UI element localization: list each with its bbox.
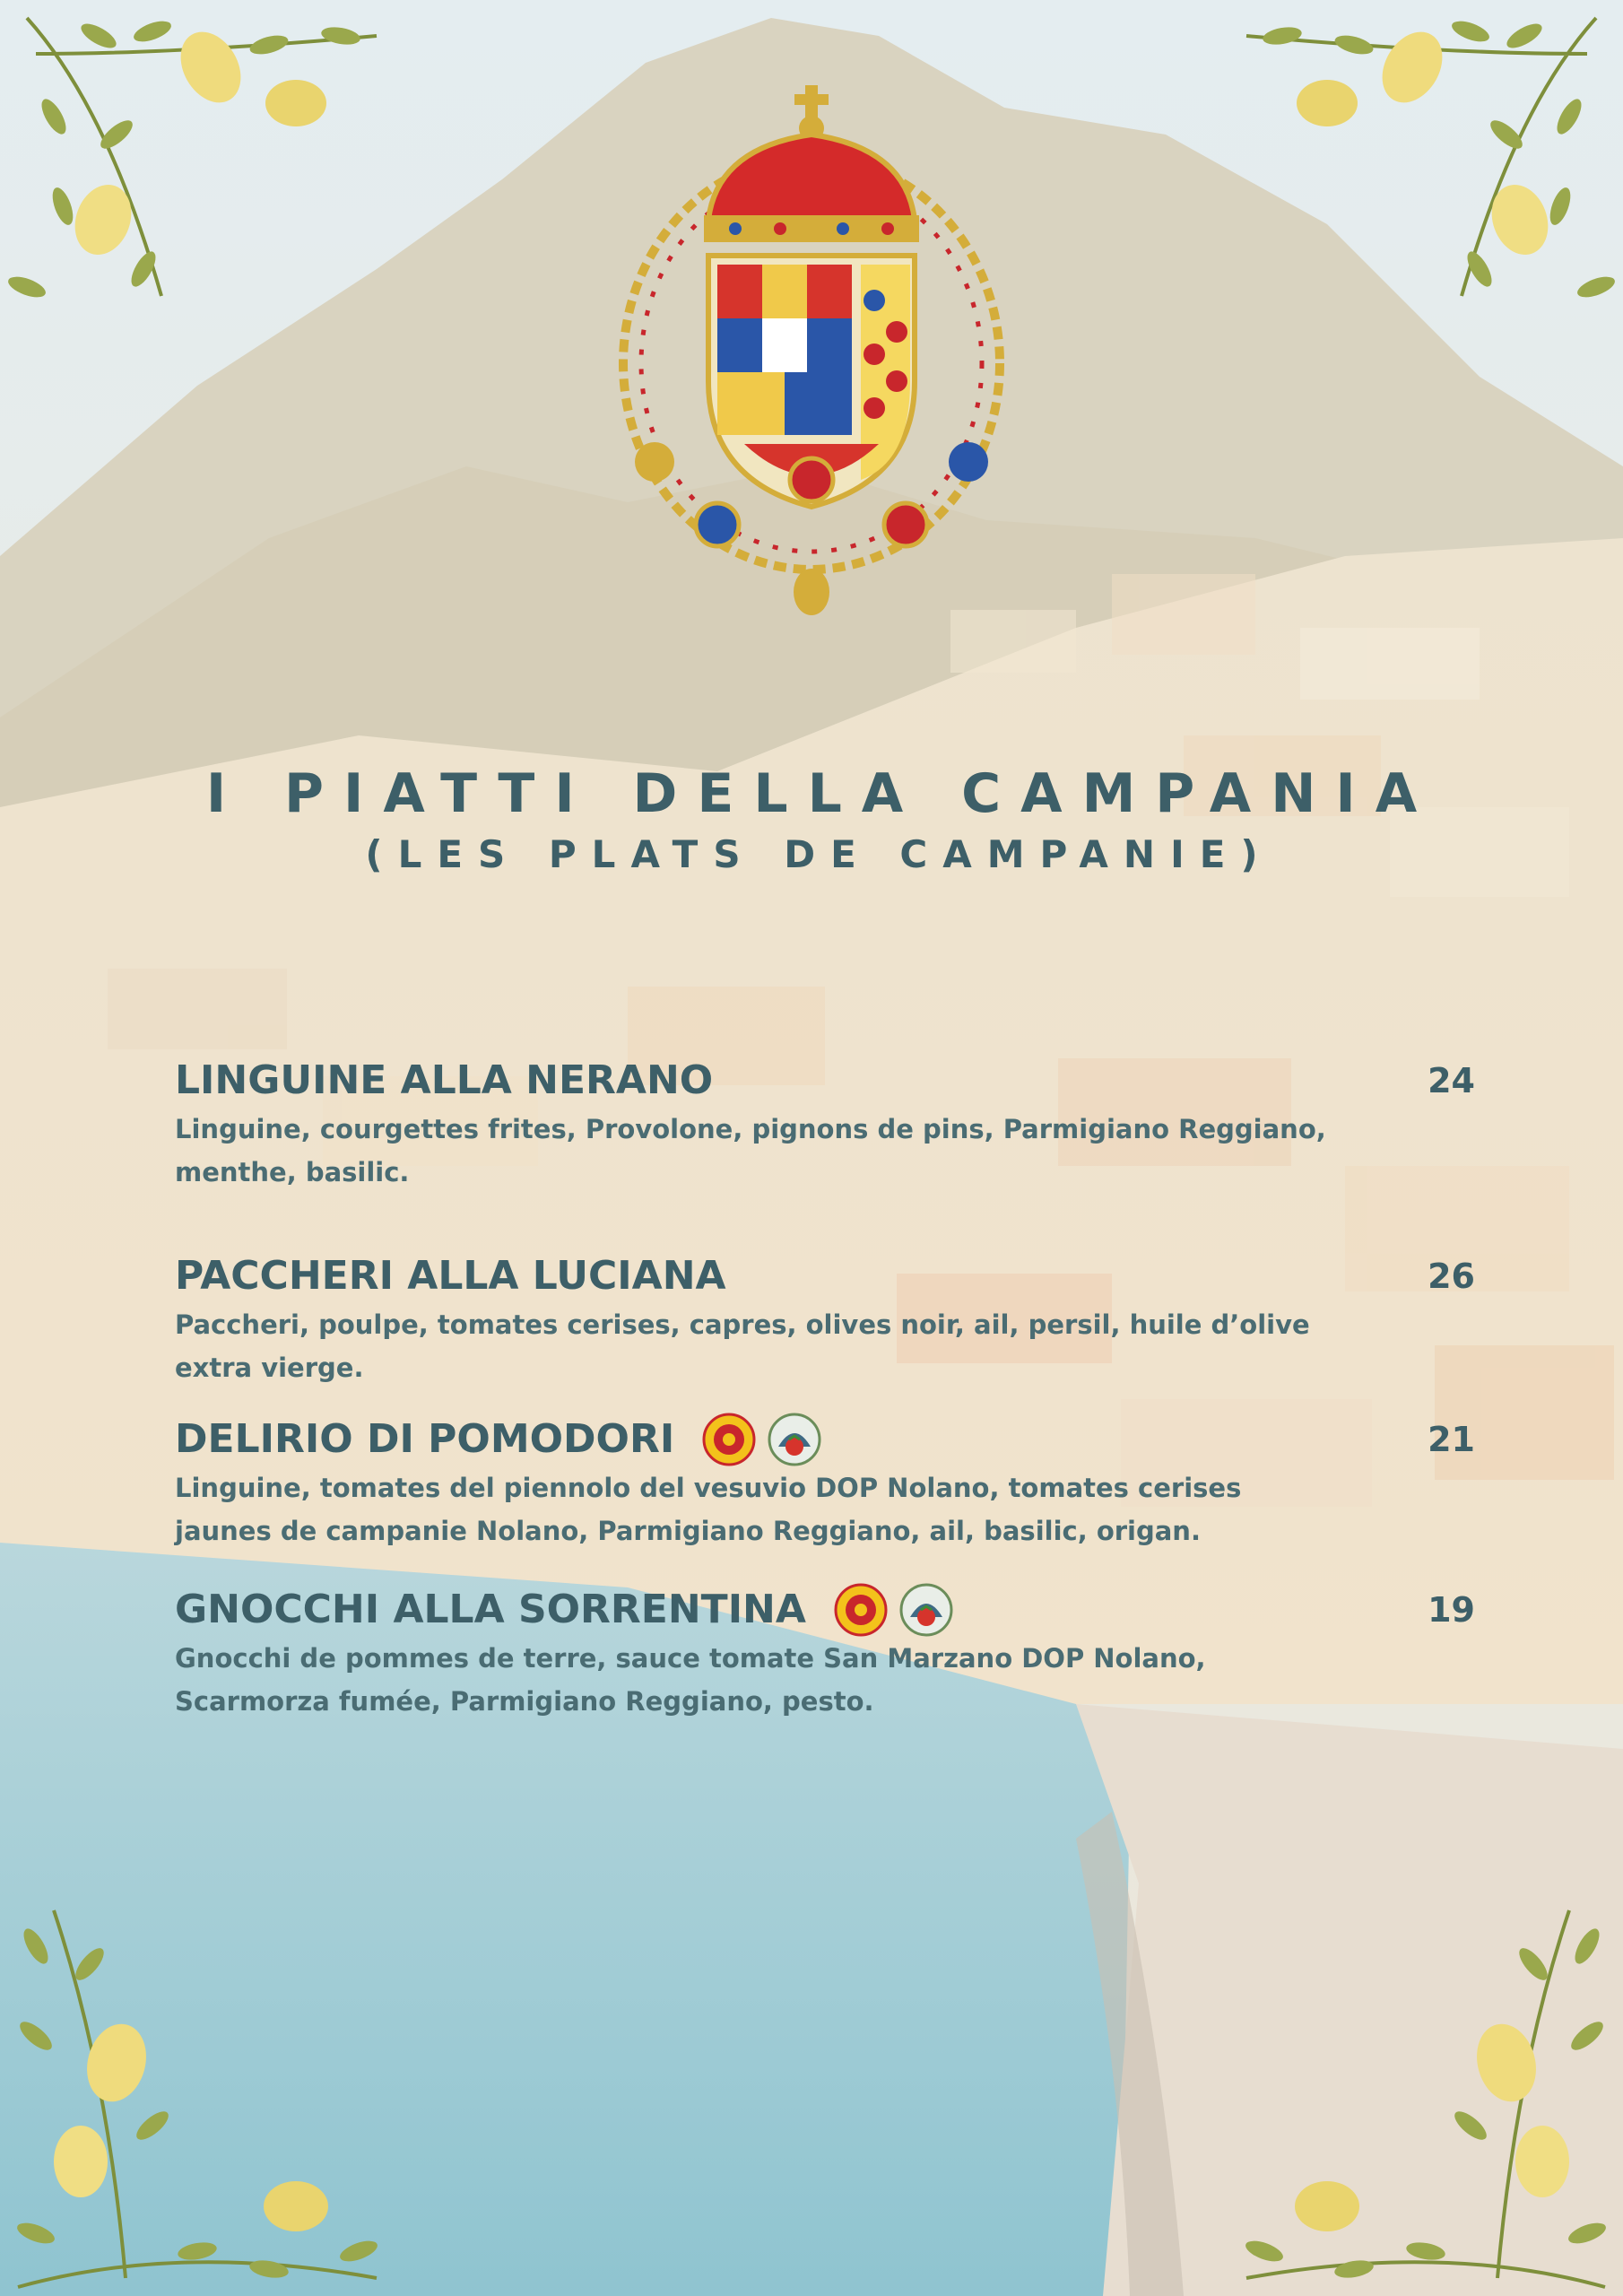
tomato-seal-icon <box>768 1413 821 1466</box>
dish-description: Gnocchi de pommes de terre, sauce tomate San Marzano DOP Nolano, Scarmorza fumée, Parmigiano Reggiano, pesto. <box>175 1643 1206 1717</box>
dish-price: 24 <box>1428 1061 1475 1100</box>
lemon-branch-bottom-right-icon <box>1228 1892 1623 2296</box>
certification-badges <box>834 1583 960 1637</box>
dish-price: 26 <box>1428 1257 1475 1296</box>
dish-name: GNOCCHI ALLA SORRENTINA <box>175 1587 806 1632</box>
dish-price: 19 <box>1428 1590 1475 1630</box>
dish-name: LINGUINE ALLA NERANO <box>175 1057 714 1103</box>
menu-header <box>0 758 1623 880</box>
lemon-branch-top-left-icon <box>0 0 395 395</box>
certification-badges <box>702 1413 829 1466</box>
dish-price: 21 <box>1428 1420 1475 1459</box>
royal-coat-of-arms-icon <box>601 85 1022 623</box>
lemon-branch-bottom-left-icon <box>0 1892 395 2296</box>
tomato-seal-icon <box>899 1583 953 1637</box>
dish-description: Linguine, tomates del piennolo del vesuvio DOP Nolano, tomates cerises jaunes de campanie Nolano, Parmigiano Reggiano, ail, basilic, origan. <box>175 1473 1242 1546</box>
dish-item <box>175 1054 1475 1194</box>
dish-item <box>175 1249 1475 1389</box>
lemon-branch-top-right-icon <box>1228 0 1623 395</box>
dop-seal-icon <box>702 1413 756 1466</box>
dish-description: Linguine, courgettes frites, Provolone, pignons de pins, Parmigiano Reggiano, menthe, basilic. <box>175 1114 1326 1187</box>
dish-name: PACCHERI ALLA LUCIANA <box>175 1253 726 1299</box>
dish-description: Paccheri, poulpe, tomates cerises, capres, olives noir, ail, persil, huile d’olive extra vierge. <box>175 1309 1310 1383</box>
page-subtitle: (LES PLATS DE CAMPANIE) <box>365 832 1273 876</box>
dish-item <box>175 1413 1475 1552</box>
dish-name: DELIRIO DI POMODORI <box>175 1416 675 1462</box>
dop-seal-icon <box>834 1583 888 1637</box>
page-title: I PIATTI DELLA CAMPANIA <box>205 762 1437 825</box>
dish-item <box>175 1583 1475 1723</box>
